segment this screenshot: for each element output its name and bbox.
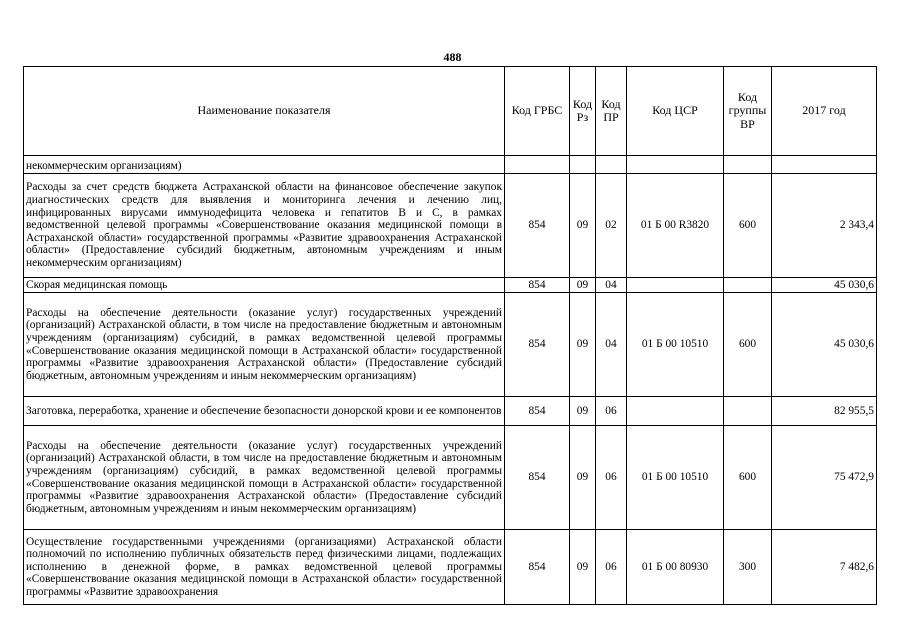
row-rz: 09 bbox=[570, 530, 596, 605]
row-pr: 06 bbox=[596, 397, 627, 426]
row-pr bbox=[596, 156, 627, 174]
column-header-name: Наименование показателя bbox=[24, 67, 505, 156]
row-pr: 06 bbox=[596, 530, 627, 605]
row-csr: 01 Б 00 10510 bbox=[627, 426, 724, 530]
row-pr: 02 bbox=[596, 174, 627, 278]
row-amount: 7 482,6 bbox=[772, 530, 877, 605]
row-name: Скорая медицинская помощь bbox=[24, 278, 505, 293]
row-pr: 04 bbox=[596, 293, 627, 397]
table-body bbox=[24, 156, 877, 605]
row-csr: 01 Б 00 R3820 bbox=[627, 174, 724, 278]
row-amount: 45 030,6 bbox=[772, 278, 877, 293]
row-rz bbox=[570, 156, 596, 174]
row-csr bbox=[627, 156, 724, 174]
row-amount: 2 343,4 bbox=[772, 174, 877, 278]
budget-table bbox=[23, 66, 877, 605]
row-rz: 09 bbox=[570, 278, 596, 293]
column-header-rz: Код Рз bbox=[570, 67, 596, 156]
column-header-csr: Код ЦСР bbox=[627, 67, 724, 156]
row-csr: 01 Б 00 10510 bbox=[627, 293, 724, 397]
row-grbs: 854 bbox=[505, 426, 570, 530]
row-csr bbox=[627, 397, 724, 426]
row-amount bbox=[772, 156, 877, 174]
row-name: Заготовка, переработка, хранение и обеспечение безопасности донорской крови и ее компонентов bbox=[24, 397, 505, 426]
row-name: Расходы на обеспечение деятельности (оказание услуг) государственных учреждений (организаций) Астраханской области, в том числе на предоставление бюджетным и автономным учреждениям (организациям) субсидий, в рамках ведомственной целевой программы «Совершенствование оказания медицинской помощи в Астраханской области» государственной программы «Развитие здравоохранения Астраханской области» (Предоставление субсидий бюджетным, автономным учреждениям и иным некоммерческим организациям) bbox=[24, 293, 505, 397]
table-row bbox=[24, 530, 877, 605]
table-row bbox=[24, 426, 877, 530]
row-vr bbox=[724, 397, 772, 426]
row-amount: 75 472,9 bbox=[772, 426, 877, 530]
row-vr bbox=[724, 278, 772, 293]
table-row bbox=[24, 278, 877, 293]
row-name: Осуществление государственными учреждениями (организациями) Астраханской области полномочий по исполнению публичных обязательств перед физическими лицами, подлежащих исполнению в денежной форме, в рамках ведомственной целевой программы «Совершенствование оказания медицинской помощи в Астраханской области» государственной программы «Развитие здравоохранения bbox=[24, 530, 505, 605]
row-grbs: 854 bbox=[505, 530, 570, 605]
column-header-grbs: Код ГРБС bbox=[505, 67, 570, 156]
table-row bbox=[24, 397, 877, 426]
row-vr: 600 bbox=[724, 174, 772, 278]
row-name: некоммерческим организациям) bbox=[24, 156, 505, 174]
row-vr: 300 bbox=[724, 530, 772, 605]
row-csr bbox=[627, 278, 724, 293]
row-rz: 09 bbox=[570, 426, 596, 530]
row-vr: 600 bbox=[724, 293, 772, 397]
row-rz: 09 bbox=[570, 174, 596, 278]
table-row bbox=[24, 156, 877, 174]
row-grbs: 854 bbox=[505, 293, 570, 397]
row-pr: 06 bbox=[596, 426, 627, 530]
row-rz: 09 bbox=[570, 397, 596, 426]
table-row bbox=[24, 293, 877, 397]
row-grbs: 854 bbox=[505, 397, 570, 426]
row-name: Расходы за счет средств бюджета Астраханской области на финансовое обеспечение закупок диагностических средств для выявления и мониторинга лечения и лечению лиц, инфицированных вирусами иммунодефицита человека и гепатитов В и С, в рамках ведомственной целевой программы «Совершенствование оказания медицинской помощи в Астраханской области» государственной программы «Развитие здравоохранения Астраханской области» (Предоставление субсидий бюджетным, автономным учреждениям и иным некоммерческим организациям) bbox=[24, 174, 505, 278]
row-amount: 82 955,5 bbox=[772, 397, 877, 426]
row-pr: 04 bbox=[596, 278, 627, 293]
column-header-pr: Код ПР bbox=[596, 67, 627, 156]
column-header-vr: Код группы ВР bbox=[724, 67, 772, 156]
column-header-year: 2017 год bbox=[772, 67, 877, 156]
row-grbs: 854 bbox=[505, 174, 570, 278]
row-name: Расходы на обеспечение деятельности (оказание услуг) государственных учреждений (организаций) Астраханской области, в том числе на предоставление бюджетным и автономным учреждениям (организациям) субсидий, в рамках ведомственной целевой программы «Совершенствование оказания медицинской помощи в Астраханской области» государственной программы «Развитие здравоохранения Астраханской области» (Предоставление субсидий бюджетным, автономным учреждениям и иным некоммерческим организациям) bbox=[24, 426, 505, 530]
table-row bbox=[24, 174, 877, 278]
row-vr bbox=[724, 156, 772, 174]
row-csr: 01 Б 00 80930 bbox=[627, 530, 724, 605]
row-grbs bbox=[505, 156, 570, 174]
page-number: 488 bbox=[443, 50, 462, 64]
row-amount: 45 030,6 bbox=[772, 293, 877, 397]
table-header bbox=[24, 67, 877, 156]
row-rz: 09 bbox=[570, 293, 596, 397]
row-vr: 600 bbox=[724, 426, 772, 530]
header-row bbox=[24, 67, 877, 156]
row-grbs: 854 bbox=[505, 278, 570, 293]
